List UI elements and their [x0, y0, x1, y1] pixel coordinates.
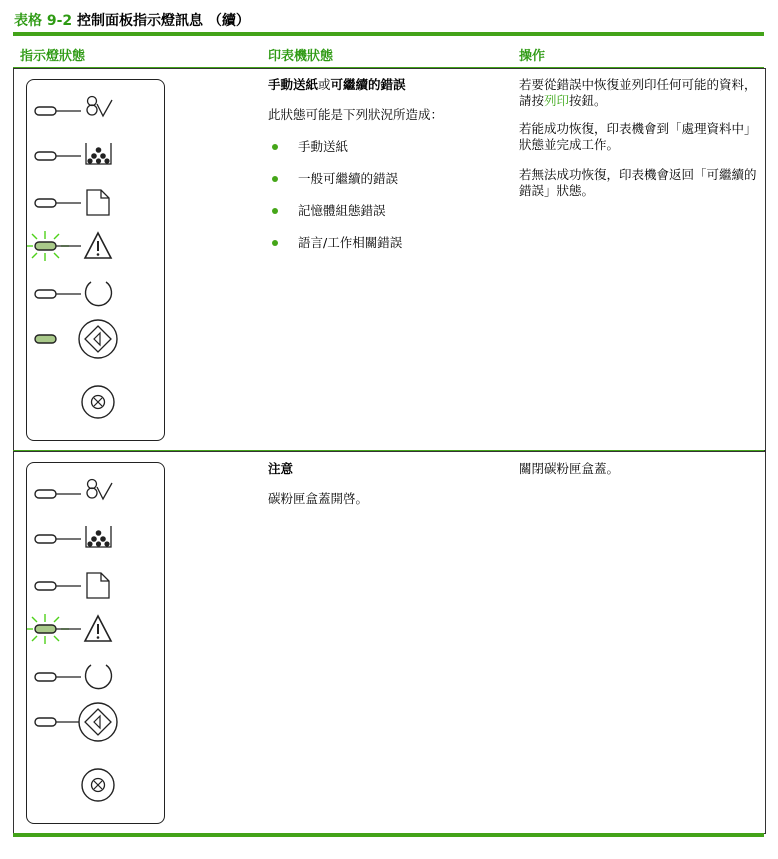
header-action: 操作	[519, 49, 546, 64]
paper-icon	[87, 573, 109, 598]
cause-list	[268, 138, 503, 252]
list-item: 手動送紙	[268, 138, 503, 156]
toner-led	[35, 152, 81, 160]
print-button-link[interactable]: 列印	[544, 93, 570, 108]
top-rule	[13, 32, 764, 36]
go-led-on	[35, 335, 56, 343]
row-1-action	[519, 77, 759, 199]
cancel-button-icon[interactable]	[82, 386, 114, 418]
action-text-a: 若要從錯誤中恢復並列印任何可能的資料，請按	[519, 77, 757, 108]
go-button-icon[interactable]	[79, 703, 117, 741]
go-led	[35, 718, 79, 726]
paper-jam-icon	[87, 480, 112, 500]
attention-led-blinking	[27, 614, 81, 644]
control-panel-row-1	[26, 79, 165, 441]
go-button-icon[interactable]	[79, 320, 117, 358]
toner-icon	[86, 526, 111, 547]
status-description: 碳粉匣盒蓋開啓。	[268, 491, 369, 506]
action-close-door: 關閉碳粉匣盒蓋。	[519, 461, 620, 476]
cancel-button-icon[interactable]	[82, 769, 114, 801]
paper-jam-led	[35, 490, 81, 498]
list-item: 語言/工作相關錯誤	[268, 234, 503, 252]
status-description: 此狀態可能是下列狀況所造成：	[268, 107, 444, 122]
ready-icon	[86, 282, 112, 306]
list-item: 一般可繼續的錯誤	[268, 170, 503, 188]
paper-icon	[87, 190, 109, 215]
status-title-or: 或	[318, 77, 331, 92]
table-title	[14, 10, 250, 30]
control-panel-row-2	[26, 462, 165, 824]
action-success: 若能成功恢復，印表機會到「處理資料中」狀態並完成工作。	[519, 121, 757, 152]
status-title-manual-feed: 手動送紙	[268, 77, 319, 92]
toner-icon	[86, 143, 111, 164]
status-title-continuable-error: 可繼續的錯誤	[330, 77, 406, 92]
action-text-b: 按鈕。	[569, 93, 607, 108]
table-title-text: 控制面板指示燈訊息 （續）	[77, 13, 250, 29]
attention-icon	[85, 233, 111, 258]
ready-led	[35, 290, 81, 298]
toner-led	[35, 535, 81, 543]
status-title-attention: 注意	[268, 461, 294, 476]
ready-icon	[86, 665, 112, 689]
row-1-printer-status	[268, 76, 503, 266]
row-2-printer-status	[268, 460, 503, 508]
attention-icon	[85, 616, 111, 641]
header-light-status: 指示燈狀態	[20, 49, 86, 64]
paper-led	[35, 582, 81, 590]
bottom-rule	[13, 833, 764, 837]
attention-led-blinking	[27, 231, 81, 261]
action-failure: 若無法成功恢復，印表機會返回「可繼續的錯誤」狀態。	[519, 167, 757, 198]
paper-led	[35, 199, 81, 207]
table-title-number: 9-2	[46, 13, 73, 29]
paper-jam-led	[35, 107, 81, 115]
row-2-action	[519, 460, 759, 478]
table-title-prefix: 表格	[14, 13, 42, 29]
list-item: 記憶體組態錯誤	[268, 202, 503, 220]
header-printer-status: 印表機狀態	[268, 49, 334, 64]
paper-jam-icon	[87, 97, 112, 117]
ready-led	[35, 673, 81, 681]
